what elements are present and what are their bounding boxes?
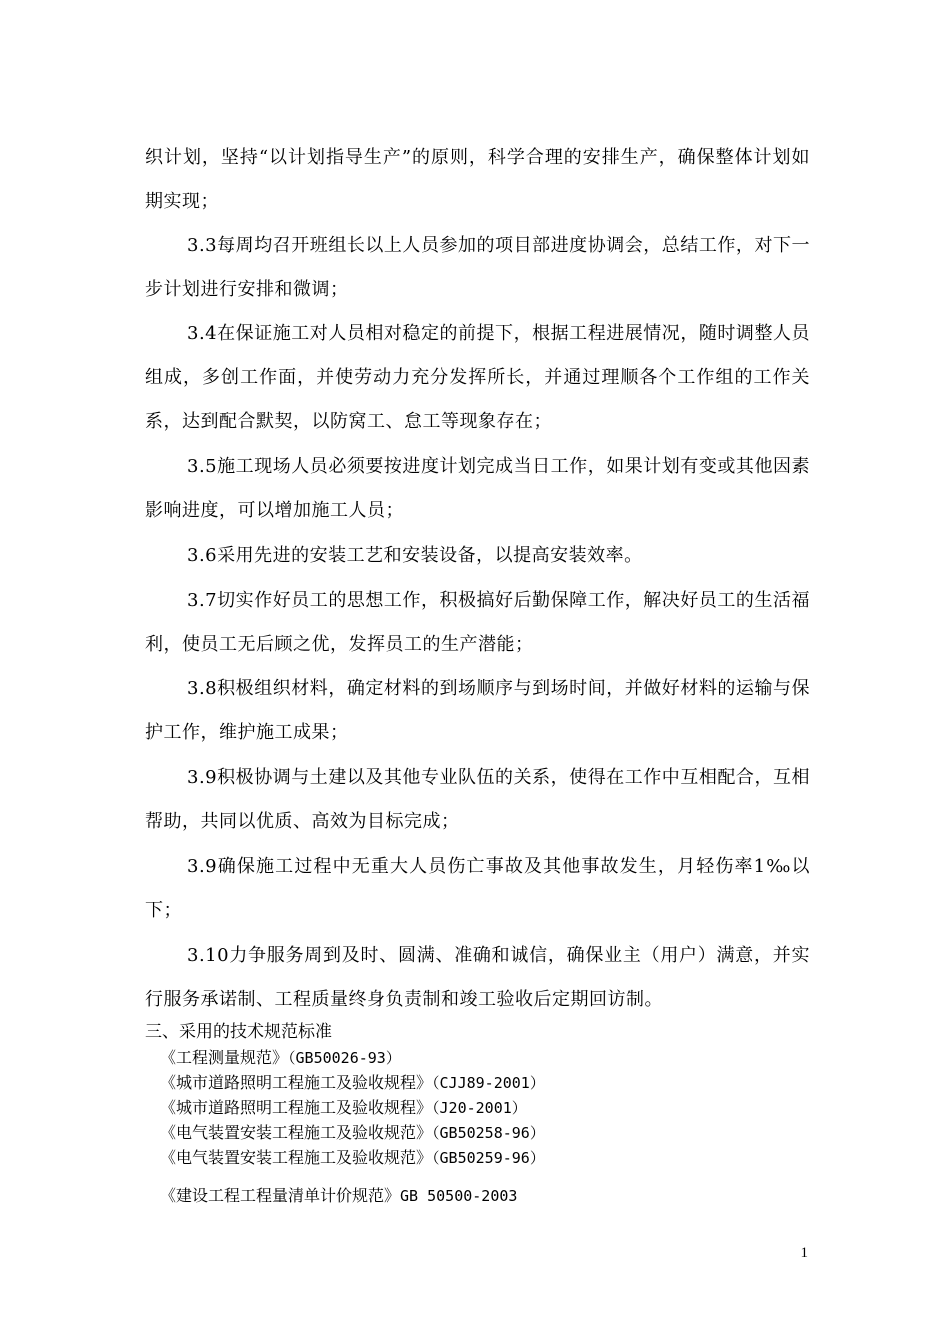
section-heading: 三、采用的技术规范标准 (145, 1022, 332, 1042)
paragraph-3-9-a: 3.9积极协调与土建以及其他专业队伍的关系，使得在工作中互相配合，互相帮助，共同以优质、高效为目标完成； (145, 767, 810, 832)
standard-code: GB 50500-2003 (400, 1187, 518, 1205)
page-number: 1 (800, 1245, 808, 1261)
paragraph-3-5: 3.5施工现场人员必须要按进度计划完成当日工作，如果计划有变或其他因素影响进度，可以增加施工人员； (145, 456, 810, 521)
paragraph-3-10: 3.10力争服务周到及时、圆满、准确和诚信，确保业主（用户）满意，并实行服务承诺制、工程质量终身负责制和竣工验收后定期回访制。 (145, 945, 810, 1010)
paragraph-3-3: 3.3每周均召开班组长以上人员参加的项目部进度协调会，总结工作，对下一步计划进行安排和微调； (145, 235, 810, 300)
paragraph-3-8: 3.8积极组织材料，确定材料的到场顺序与到场时间，并做好材料的运输与保护工作，维护施工成果； (145, 678, 810, 743)
paragraph-3-4: 3.4在保证施工对人员相对稳定的前提下，根据工程进展情况，随时调整人员组成，多创工作面，并使劳动力充分发挥所长，并通过理顺各个工作组的工作关系，达到配合默契，以防窝工、怠工等现象存在； (145, 323, 810, 432)
paragraph-3-9-b: 3.9确保施工过程中无重大人员伤亡事故及其他事故发生，月轻伤率1‰以下； (145, 856, 810, 921)
standard-code: （GB50259-96） (432, 1149, 545, 1167)
standard-title: 《城市道路照明工程施工及验收规程》 (160, 1073, 433, 1092)
standard-code: （GB50258-96） (432, 1124, 545, 1142)
paragraph-3-7: 3.7切实作好员工的思想工作，积极搞好后勤保障工作，解决好员工的生活福利，使员工无后顾之优，发挥员工的生产潜能； (145, 590, 810, 655)
standard-item (160, 1184, 517, 1208)
standard-code: （J20-2001） (432, 1099, 527, 1117)
standard-code: （GB50026-93） (288, 1049, 401, 1067)
standard-title: 《工程测量规范》 (160, 1048, 289, 1067)
standard-title: 《城市道路照明工程施工及验收规程》 (160, 1098, 433, 1117)
paragraph-3-6: 3.6采用先进的安装工艺和安装设备，以提高安装效率。 (187, 545, 643, 566)
standard-title: 《电气装置安装工程施工及验收规范》 (160, 1123, 433, 1142)
standard-item (160, 1121, 545, 1145)
standard-code: （CJJ89-2001） (432, 1074, 545, 1092)
standard-item (160, 1071, 545, 1095)
standard-item (160, 1146, 545, 1170)
standard-title: 《建设工程工程量清单计价规范》 (160, 1186, 401, 1205)
standard-item (160, 1096, 527, 1120)
standard-item (160, 1046, 401, 1070)
standard-title: 《电气装置安装工程施工及验收规范》 (160, 1148, 433, 1167)
paragraph-continuation: 织计划，坚持“以计划指导生产”的原则，科学合理的安排生产，确保整体计划如期实现； (145, 147, 810, 212)
